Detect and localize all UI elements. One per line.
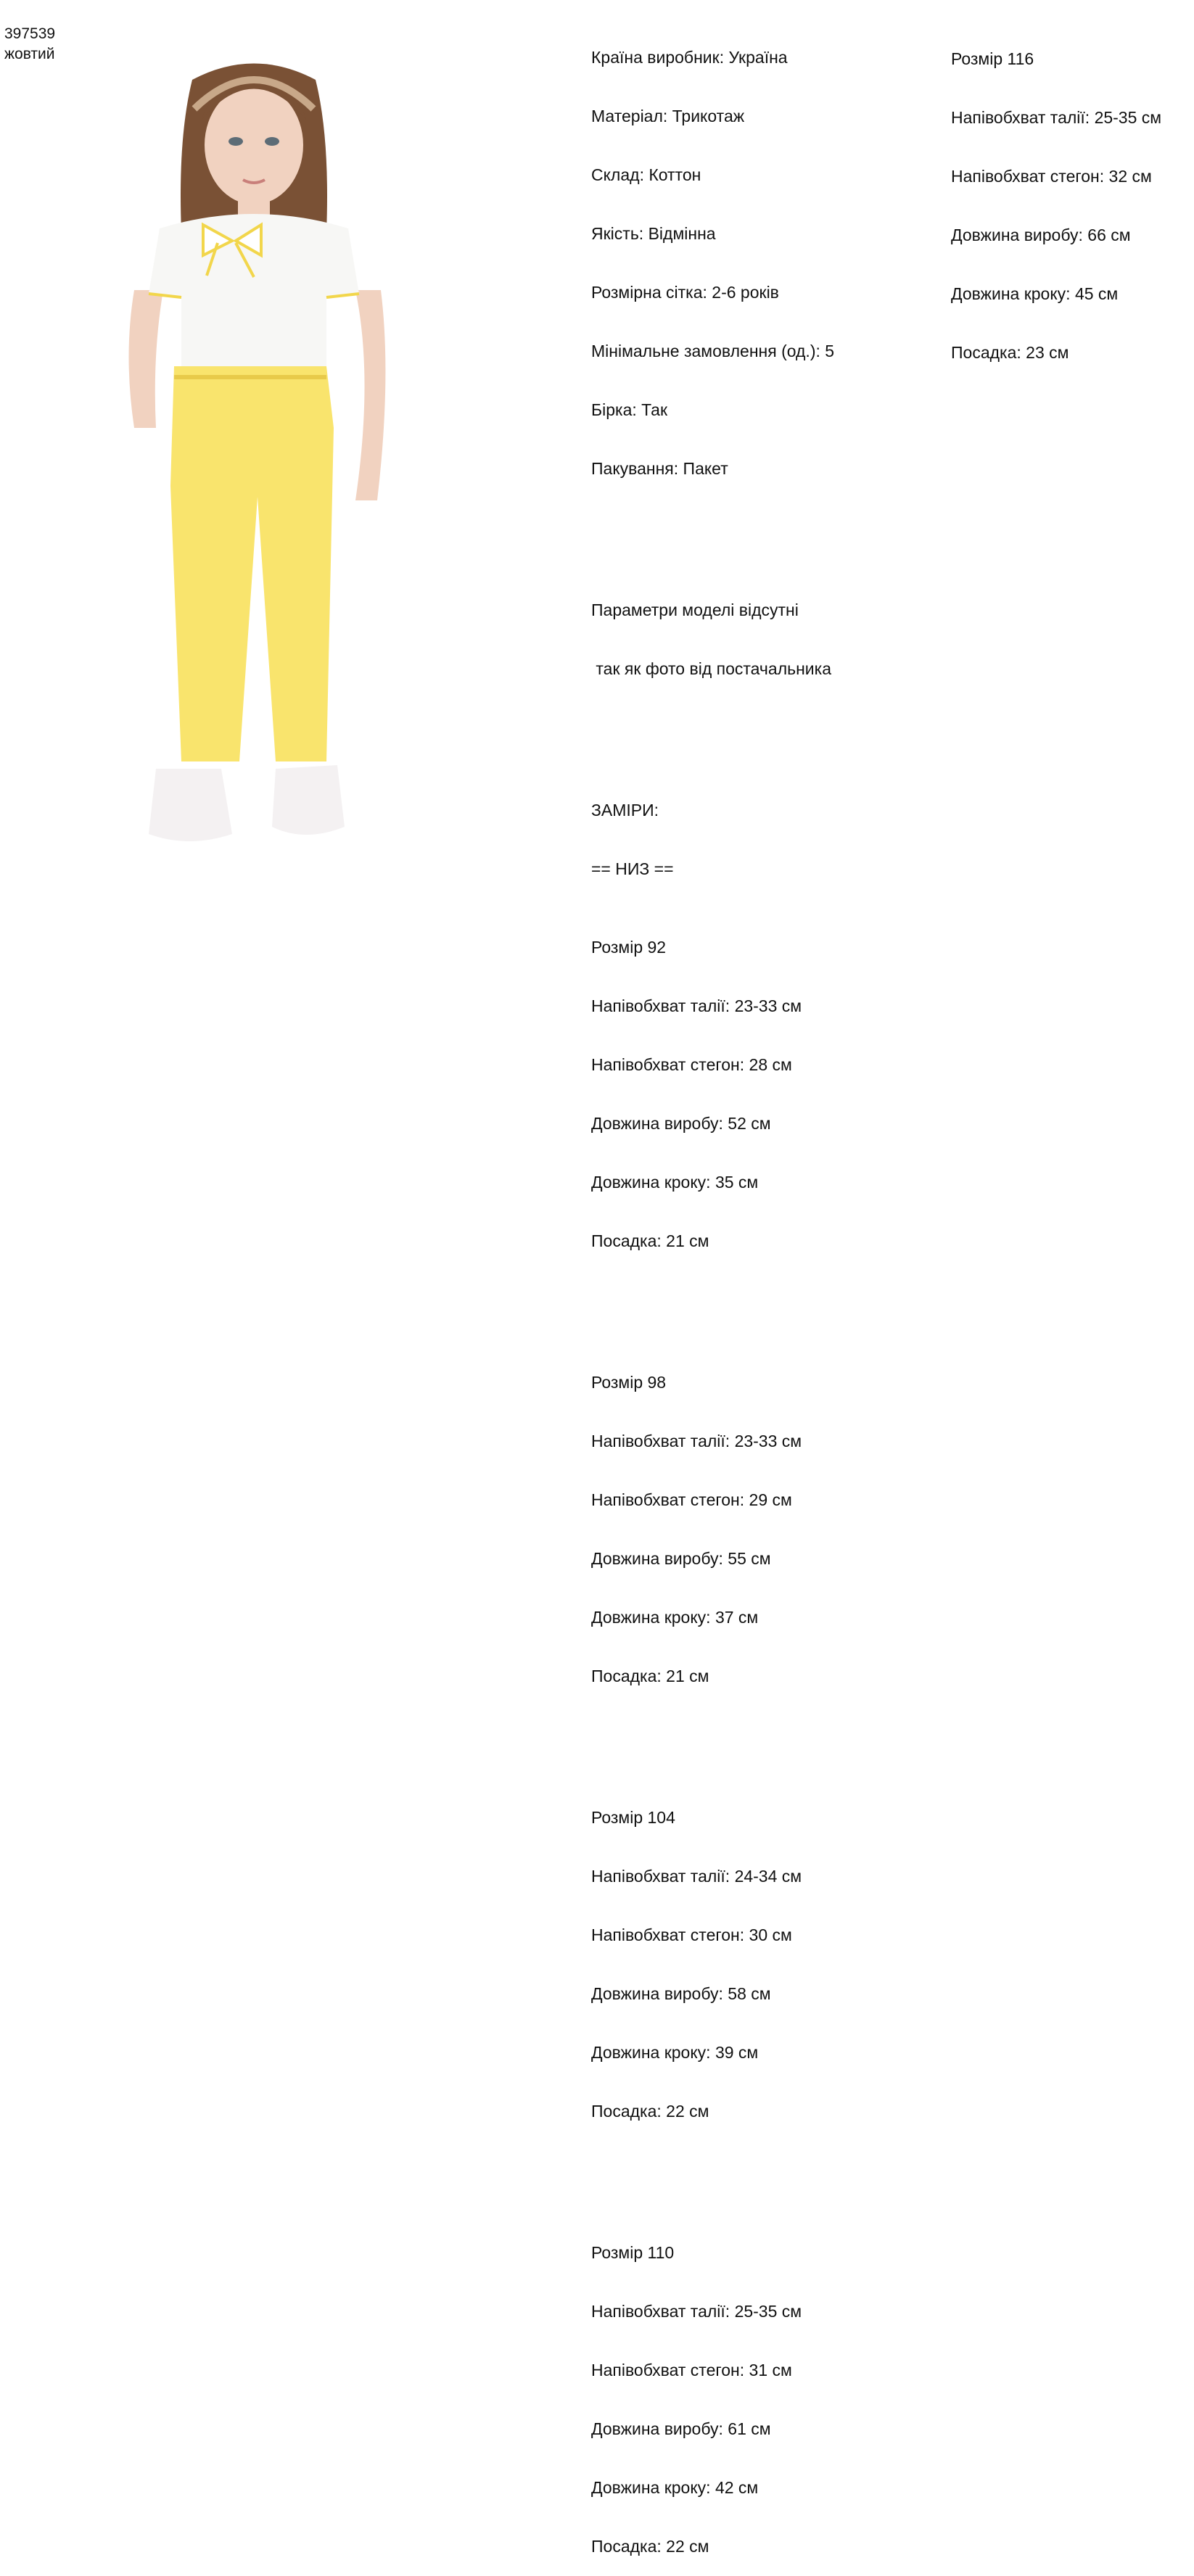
left-arm xyxy=(129,290,164,428)
product-photo xyxy=(109,51,421,928)
size-title: Розмір 98 xyxy=(591,1373,667,1392)
bottom-section-title: == НИЗ == xyxy=(591,859,674,878)
size-line: Напівобхват талії: 23-33 см xyxy=(591,1432,802,1450)
spec-line: Матеріал: Трикотаж xyxy=(591,107,745,125)
measurements-title: ЗАМІРИ: xyxy=(591,801,659,820)
size-line: Напівобхват талії: 25-35 см xyxy=(591,2302,802,2321)
size-line: Напівобхват стегон: 28 см xyxy=(591,1055,792,1074)
specs-column xyxy=(591,9,834,2576)
product-color-name: жовтий xyxy=(4,46,55,62)
left-shoe xyxy=(149,769,232,841)
spec-line: Пакування: Пакет xyxy=(591,459,728,478)
product-id-block xyxy=(4,24,55,65)
size-line: Довжина кроку: 45 см xyxy=(951,284,1119,303)
size-116-column xyxy=(951,10,1161,382)
spacer xyxy=(591,518,834,542)
right-eye xyxy=(265,137,279,146)
spacer xyxy=(591,1290,834,1314)
size-line: Напівобхват стегон: 32 см xyxy=(951,167,1152,186)
size-line: Довжина кроку: 39 см xyxy=(591,2043,759,2062)
size-line: Довжина виробу: 52 см xyxy=(591,1114,771,1133)
size-line: Напівобхват талії: 25-35 см xyxy=(951,108,1162,127)
size-line: Довжина виробу: 55 см xyxy=(591,1549,771,1568)
size-line: Посадка: 23 см xyxy=(951,343,1069,362)
size-title: Розмір 110 xyxy=(591,2243,675,2262)
right-shoe xyxy=(272,765,345,835)
spacer xyxy=(591,1725,834,1749)
spec-line: Бірка: Так xyxy=(591,400,668,419)
size-line: Напівобхват стегон: 30 см xyxy=(591,1925,792,1944)
spacer xyxy=(591,2160,834,2184)
spec-line: Якість: Відмінна xyxy=(591,224,716,243)
spec-line: Країна виробник: Україна xyxy=(591,48,788,67)
spec-line: Розмірна сітка: 2-6 років xyxy=(591,283,779,302)
left-eye xyxy=(228,137,243,146)
size-line: Напівобхват талії: 24-34 см xyxy=(591,1867,802,1886)
size-line: Напівобхват талії: 23-33 см xyxy=(591,996,802,1015)
size-line: Довжина кроку: 35 см xyxy=(591,1173,759,1192)
size-line: Напівобхват стегон: 31 см xyxy=(591,2361,792,2379)
model-note-line: так як фото від постачальника xyxy=(591,659,832,678)
spacer xyxy=(591,718,834,742)
size-line: Довжина виробу: 58 см xyxy=(591,1984,771,2003)
size-line: Довжина виробу: 61 см xyxy=(591,2419,771,2438)
size-line: Посадка: 21 см xyxy=(591,1667,709,1685)
size-line: Посадка: 21 см xyxy=(591,1231,709,1250)
size-line: Довжина кроку: 37 см xyxy=(591,1608,759,1627)
size-line: Посадка: 22 см xyxy=(591,2102,709,2121)
girl-in-yellow-pants-illustration xyxy=(109,51,421,928)
spec-line: Мінімальне замовлення (од.): 5 xyxy=(591,342,835,360)
spec-line: Склад: Коттон xyxy=(591,165,701,184)
size-line: Посадка: 22 см xyxy=(591,2537,709,2556)
size-title: Розмір 104 xyxy=(591,1808,675,1827)
size-line: Довжина виробу: 66 см xyxy=(951,226,1131,244)
size-line: Напівобхват стегон: 29 см xyxy=(591,1490,792,1509)
right-arm xyxy=(355,290,385,500)
size-line: Довжина кроку: 42 см xyxy=(591,2478,759,2497)
face xyxy=(205,86,303,205)
yellow-pants xyxy=(170,366,334,761)
size-title: Розмір 116 xyxy=(951,49,1034,68)
product-sku: 397539 xyxy=(4,25,56,42)
model-note-line: Параметри моделі відсутні xyxy=(591,600,799,619)
size-title: Розмір 92 xyxy=(591,938,667,957)
